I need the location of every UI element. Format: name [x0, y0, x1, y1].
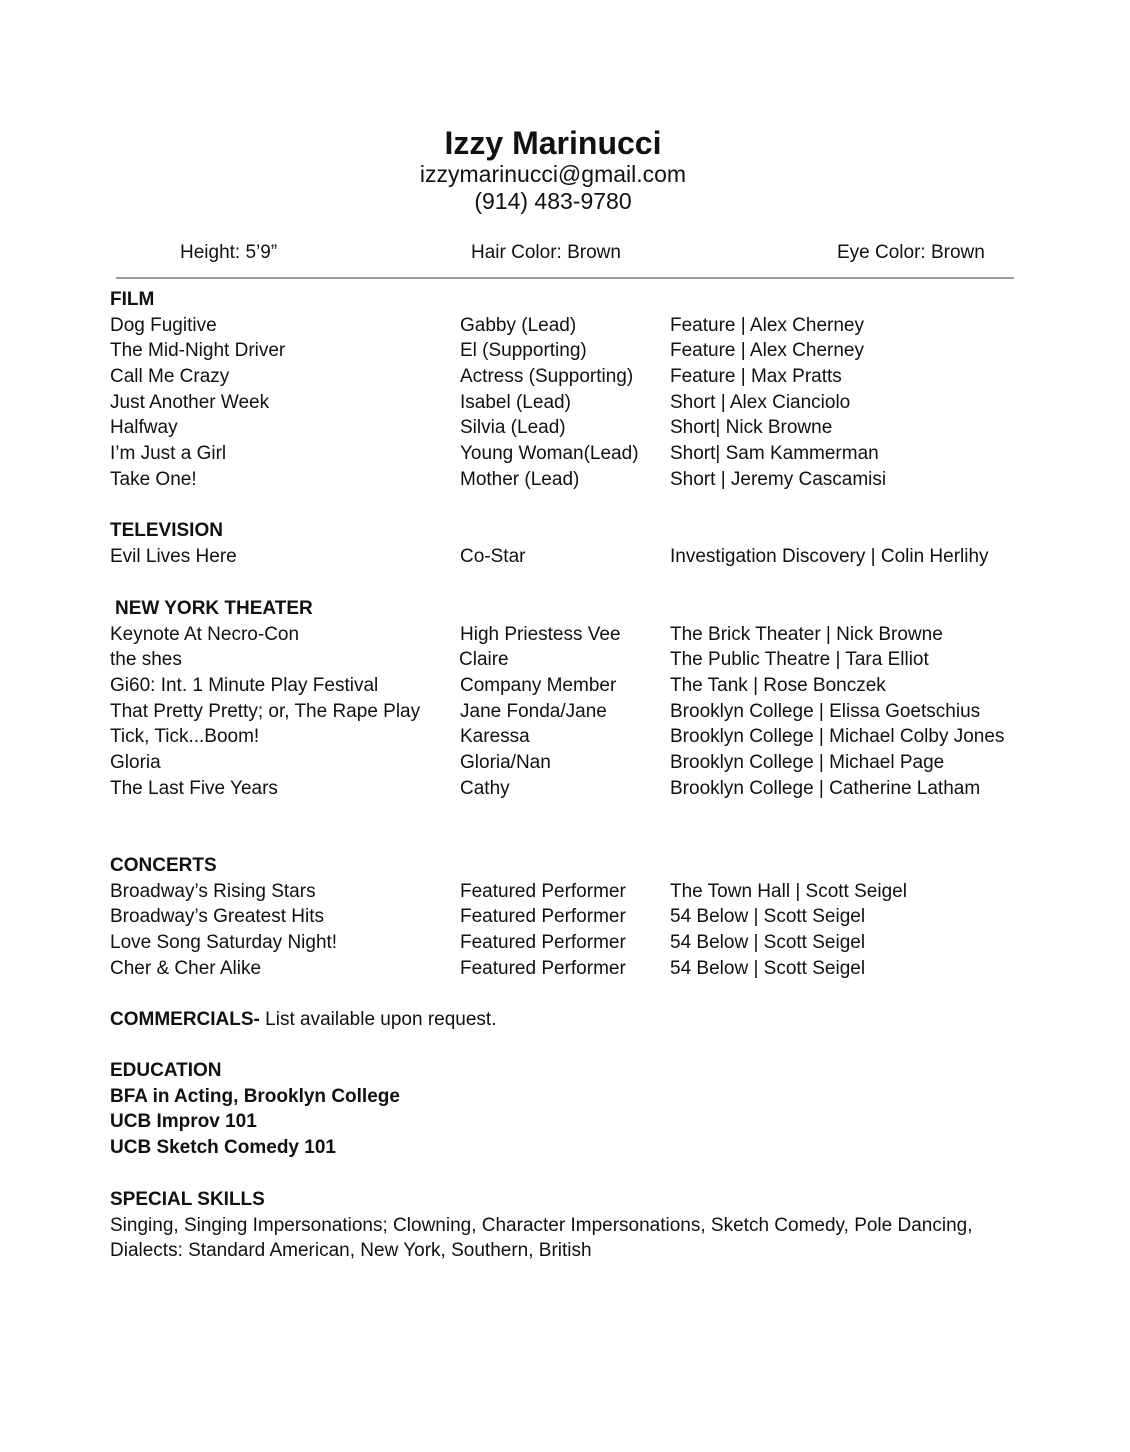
email-address: izzymarinucci@gmail.com [419, 161, 687, 187]
credit-production: 54 Below | Scott Seigel [670, 957, 866, 979]
credit-row [110, 750, 1040, 776]
theater-section [110, 596, 1040, 802]
commercials-note: List available upon request. [259, 1009, 497, 1030]
credit-production: Short | Jeremy Cascamisi [670, 468, 887, 490]
actor-name: Izzy Marinucci [444, 125, 662, 161]
credit-production: Feature | Max Pratts [670, 366, 842, 388]
section-heading: FILM [110, 289, 155, 310]
education-item: UCB Improv 101 [110, 1111, 257, 1133]
credit-production: Feature | Alex Cherney [670, 340, 864, 362]
credit-title: Gloria [110, 752, 161, 774]
credit-title: Tick, Tick...Boom! [110, 726, 260, 748]
credit-row [110, 467, 1040, 493]
credit-role: Silvia (Lead) [460, 417, 566, 439]
concerts-section [110, 853, 1040, 981]
credit-role: El (Supporting) [460, 340, 587, 362]
hair-color-stat: Hair Color: Brown [471, 242, 621, 263]
credit-production: Investigation Discovery | Colin Herlihy [670, 545, 989, 567]
skills-line: Dialects: Standard American, New York, Southern, British [110, 1240, 592, 1262]
credit-role: Gloria/Nan [460, 752, 551, 774]
credit-title: That Pretty Pretty; or, The Rape Play [110, 700, 421, 722]
section-heading: CONCERTS [110, 855, 217, 876]
section-heading: SPECIAL SKILLS [110, 1189, 265, 1210]
credit-row [110, 415, 1040, 441]
height-stat: Height: 5’9” [180, 242, 278, 263]
credit-row [110, 313, 1040, 339]
credit-production: The Town Hall | Scott Seigel [670, 880, 907, 902]
credit-role: Mother (Lead) [460, 468, 580, 490]
credit-title: The Mid-Night Driver [110, 340, 286, 362]
credit-role: Featured Performer [460, 932, 626, 954]
credit-title: Keynote At Necro-Con [110, 623, 300, 645]
credit-row [110, 956, 1040, 982]
credit-production: The Tank | Rose Bonczek [670, 675, 886, 697]
credit-title: Halfway [110, 417, 178, 439]
credit-production: Brooklyn College | Catherine Latham [670, 777, 981, 799]
credit-title: Broadway’s Rising Stars [110, 880, 316, 902]
commercials-section [110, 1007, 1040, 1033]
credit-production: The Public Theatre | Tara Elliot [670, 649, 929, 671]
section-heading: TELEVISION [110, 520, 223, 541]
credit-title: Call Me Crazy [110, 366, 230, 388]
credit-role: Isabel (Lead) [460, 391, 571, 413]
credit-row [110, 544, 1040, 570]
credit-role: Gabby (Lead) [460, 314, 577, 336]
film-section [110, 287, 1040, 493]
eye-color-stat: Eye Color: Brown [837, 242, 985, 263]
credit-title: Just Another Week [110, 391, 270, 413]
credit-production: The Brick Theater | Nick Browne [670, 623, 943, 645]
credit-title: Cher & Cher Alike [110, 957, 262, 979]
credit-role: Company Member [460, 675, 617, 697]
credit-row [110, 338, 1040, 364]
credit-production: Brooklyn College | Michael Colby Jones [670, 726, 1005, 748]
credit-title: Evil Lives Here [110, 545, 237, 567]
commercials-line [110, 1007, 1040, 1033]
credit-title: Take One! [110, 468, 197, 490]
credit-row [110, 724, 1040, 750]
credit-row [110, 390, 1040, 416]
credit-row [110, 622, 1040, 648]
credit-role: Actress (Supporting) [460, 366, 634, 388]
education-item: BFA in Acting, Brooklyn College [110, 1085, 400, 1107]
credit-production: 54 Below | Scott Seigel [670, 906, 866, 928]
skills-line: Singing, Singing Impersonations; Clowning, Character Impersonations, Sketch Comedy, Pole Dancing, [110, 1214, 973, 1236]
section-heading: NEW YORK THEATER [115, 598, 313, 619]
credit-row [110, 879, 1040, 905]
credit-title: Gi60: Int. 1 Minute Play Festival [110, 675, 379, 697]
section-heading: EDUCATION [110, 1060, 222, 1081]
credit-row [110, 930, 1040, 956]
credit-production: Short| Nick Browne [670, 417, 833, 439]
credit-role: Karessa [460, 726, 530, 748]
credit-role: Featured Performer [460, 906, 626, 928]
credit-title: Dog Fugitive [110, 314, 217, 336]
credit-title: Broadway’s Greatest Hits [110, 906, 325, 928]
credit-production: Brooklyn College | Michael Page [670, 752, 945, 774]
credit-role: Cathy [460, 777, 510, 799]
credit-role: Jane Fonda/Jane [460, 700, 607, 722]
credit-title: Love Song Saturday Night! [110, 932, 338, 954]
credit-role: Featured Performer [460, 957, 626, 979]
credit-role: High Priestess Vee [460, 623, 621, 645]
credit-row [110, 441, 1040, 467]
credit-row [110, 647, 1040, 673]
credit-production: Short | Alex Cianciolo [670, 391, 851, 413]
television-section [110, 518, 1040, 569]
credit-role: Featured Performer [460, 880, 626, 902]
credit-row [110, 364, 1040, 390]
credit-row [110, 904, 1040, 930]
credit-role: Young Woman(Lead) [460, 443, 639, 465]
header-divider [116, 277, 1014, 279]
credit-row [110, 699, 1040, 725]
credit-production: Brooklyn College | Elissa Goetschius [670, 700, 981, 722]
credit-row [110, 776, 1040, 802]
skills-section [110, 1187, 1110, 1264]
credit-title: the shes [110, 649, 182, 671]
credit-production: 54 Below | Scott Seigel [670, 932, 866, 954]
education-item: UCB Sketch Comedy 101 [110, 1137, 336, 1159]
credit-production: Short| Sam Kammerman [670, 443, 879, 465]
credit-title: I’m Just a Girl [110, 443, 227, 465]
phone-number: (914) 483-9780 [474, 188, 632, 214]
section-heading: COMMERCIALS- [110, 1009, 260, 1030]
credit-row [110, 673, 1040, 699]
credit-production: Feature | Alex Cherney [670, 314, 864, 336]
credit-role: Claire [459, 649, 509, 671]
credit-role: Co-Star [460, 545, 526, 567]
education-section [110, 1058, 1040, 1161]
credit-title: The Last Five Years [110, 777, 278, 799]
